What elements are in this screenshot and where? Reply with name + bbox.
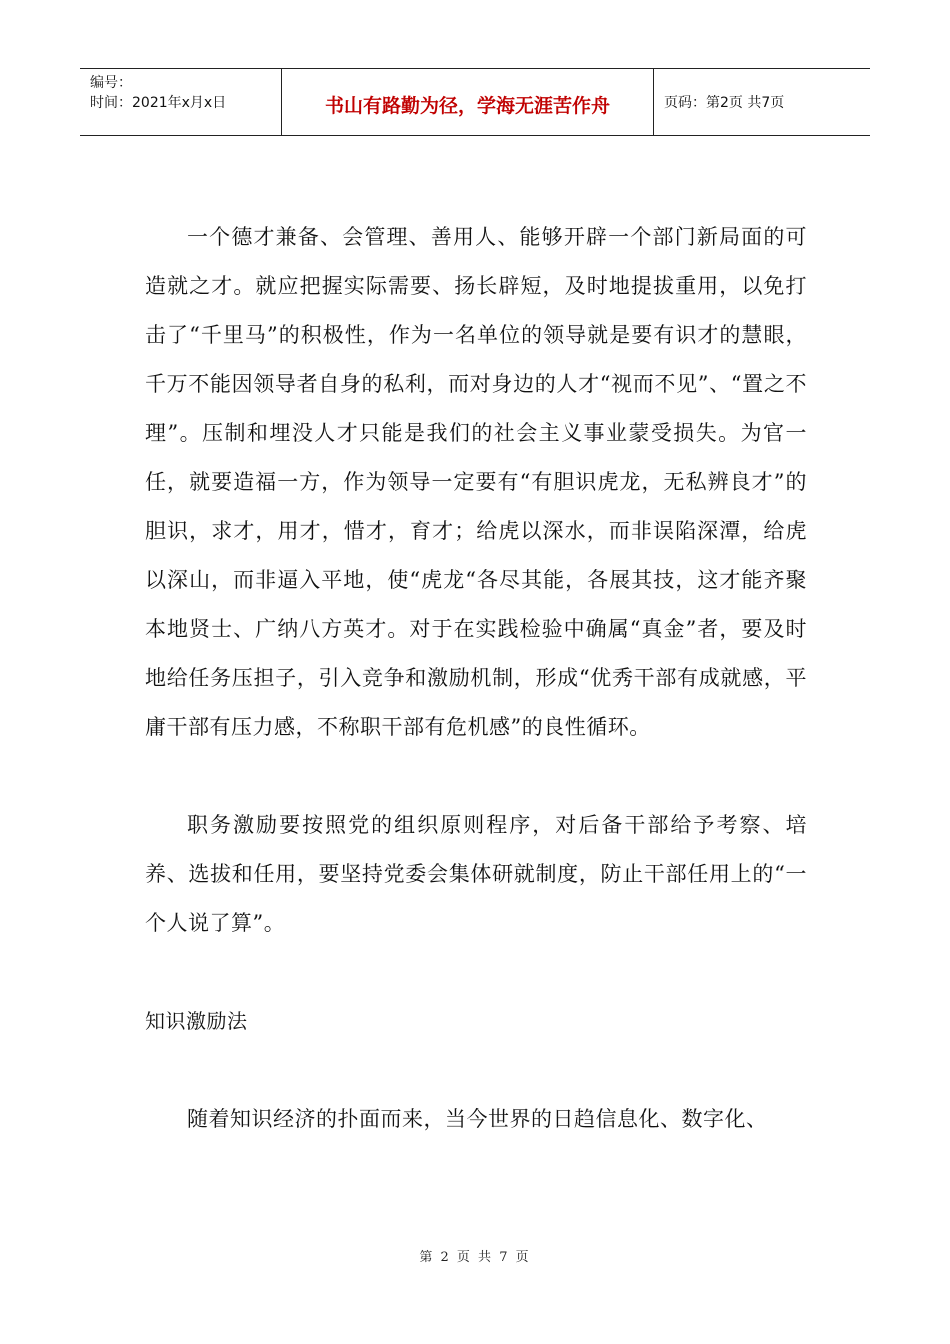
page-footer: 第 2 页 共 7 页 bbox=[419, 1250, 531, 1265]
body-paragraph-1: 一个德才兼备、会管理、善用人、能够开辟一个部门新局面的可造就之才。就应把握实际需要、扬长辟短，及时地提拔重用，以免打击了“千里马”的积极性，作为一名单位的领导就是要有识才的慧眼，千万不能因领导者自身的私利，而对身边的人才“视而不见”、“置之不理”。压制和埋没人才只能是我们的社会主义事业蒙受损失。为官一任，就要造福一方，作为领导一定要有“有胆识虎龙，无私辨良才”的胆识，求才，用才，惜才，育才；给虎以深水，而非误陷深潭，给虎以深山，而非逼入平地，使“虎龙“各尽其能，各展其技，这才能齐聚本地贤士、广纳八方英才。对于在实践检验中确属“真金”者，要及时地给任务压担子，引入竞争和激励机制，形成“优秀干部有成就感，平庸干部有压力感，不称职干部有危机感”的良性循环。 bbox=[145, 225, 807, 739]
header-motto: 书山有路勤为径，学海无涯苦作舟 bbox=[281, 69, 654, 135]
document-body bbox=[145, 213, 807, 1144]
section-heading: 知识激励法 bbox=[145, 1009, 248, 1033]
document-number-label: 编号： bbox=[90, 75, 132, 91]
body-paragraph-3: 随着知识经济的扑面而来，当今世界的日趋信息化、数字化、 bbox=[187, 1107, 768, 1131]
header-meta bbox=[80, 69, 281, 135]
body-paragraph-2: 职务激励要按照党的组织原则程序，对后备干部给予考察、培养、选拔和任用，要坚持党委会集体研就制度，防止干部任用上的“一个人说了算”。 bbox=[145, 813, 807, 935]
header-page-info: 页码：第2页 共7页 bbox=[664, 95, 785, 111]
document-time-label: 时间：2021年x月x日 bbox=[90, 95, 227, 111]
page-header bbox=[80, 68, 870, 136]
